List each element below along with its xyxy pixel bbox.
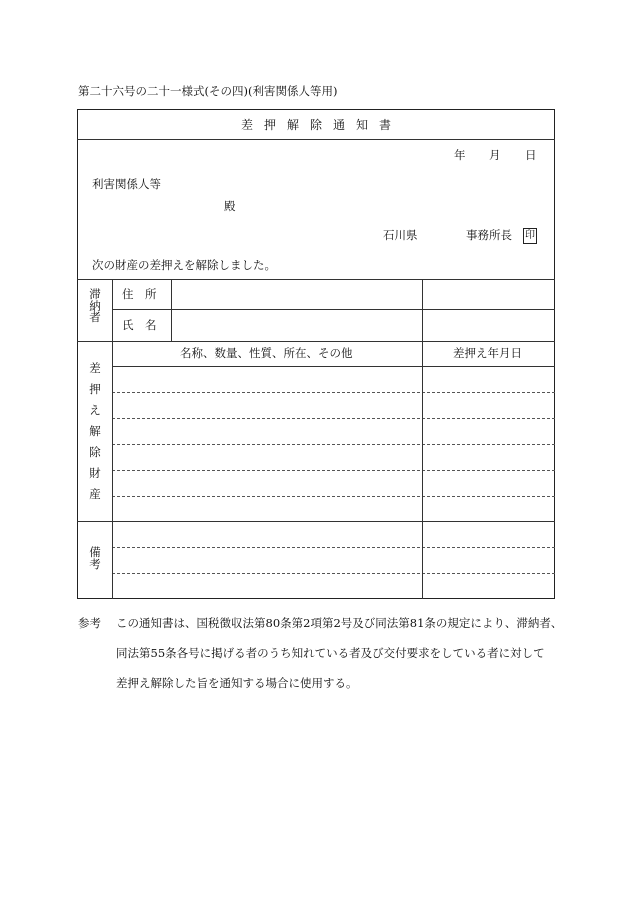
property-side-label: 差 押 え 解 除 財 産 bbox=[89, 361, 101, 501]
issuer-office: 事務所長 bbox=[466, 228, 512, 242]
col-description-header: 名称、数量、性質、所在、その他 bbox=[180, 346, 353, 360]
recipient-label: 利害関係人等 bbox=[92, 177, 161, 191]
note-line: 同法第55条各号に掲げる者のうち知れている者及び交付要求をしている者に対して bbox=[116, 646, 545, 660]
col-date-header: 差押え年月日 bbox=[453, 346, 522, 360]
header-divider bbox=[77, 279, 555, 280]
date-month-label: 月 bbox=[489, 148, 501, 162]
property-row-line bbox=[112, 392, 555, 393]
honorific: 殿 bbox=[224, 199, 236, 213]
note-line: 差押え解除した旨を通知する場合に使用する。 bbox=[116, 676, 358, 690]
property-header-divider bbox=[112, 366, 555, 367]
field-label-divider bbox=[171, 279, 172, 341]
date-day-label: 日 bbox=[525, 148, 537, 162]
property-row-line bbox=[112, 470, 555, 471]
note-line: この通知書は、国税徴収法第80条第2項第2号及び同法第81条の規定により、滞納者、 bbox=[116, 616, 563, 630]
date-year-label: 年 bbox=[454, 148, 466, 162]
property-row-line bbox=[112, 496, 555, 497]
name-label: 氏 名 bbox=[122, 318, 157, 332]
address-row-divider bbox=[112, 309, 555, 310]
date-column-divider bbox=[422, 279, 423, 599]
delinquent-section-divider bbox=[77, 341, 555, 342]
seal-mark: 印 bbox=[523, 228, 537, 244]
property-section-divider bbox=[77, 521, 555, 522]
notice-title: 差押解除通知書 bbox=[241, 118, 403, 132]
delinquent-side-label: 滞 納 者 bbox=[89, 287, 101, 324]
issuer-prefecture: 石川県 bbox=[383, 228, 418, 242]
remarks-row-line bbox=[112, 547, 555, 548]
title-divider bbox=[77, 139, 555, 140]
address-label: 住 所 bbox=[122, 287, 157, 301]
side-label-divider bbox=[112, 279, 113, 599]
remarks-row-line bbox=[112, 573, 555, 574]
property-row-line bbox=[112, 418, 555, 419]
release-statement: 次の財産の差押えを解除しました。 bbox=[92, 258, 276, 272]
form-identifier: 第二十六号の二十一様式(その四)(利害関係人等用) bbox=[78, 84, 338, 98]
property-row-line bbox=[112, 444, 555, 445]
note-label: 参考 bbox=[78, 616, 101, 630]
remarks-side-label: 備 考 bbox=[89, 545, 101, 571]
